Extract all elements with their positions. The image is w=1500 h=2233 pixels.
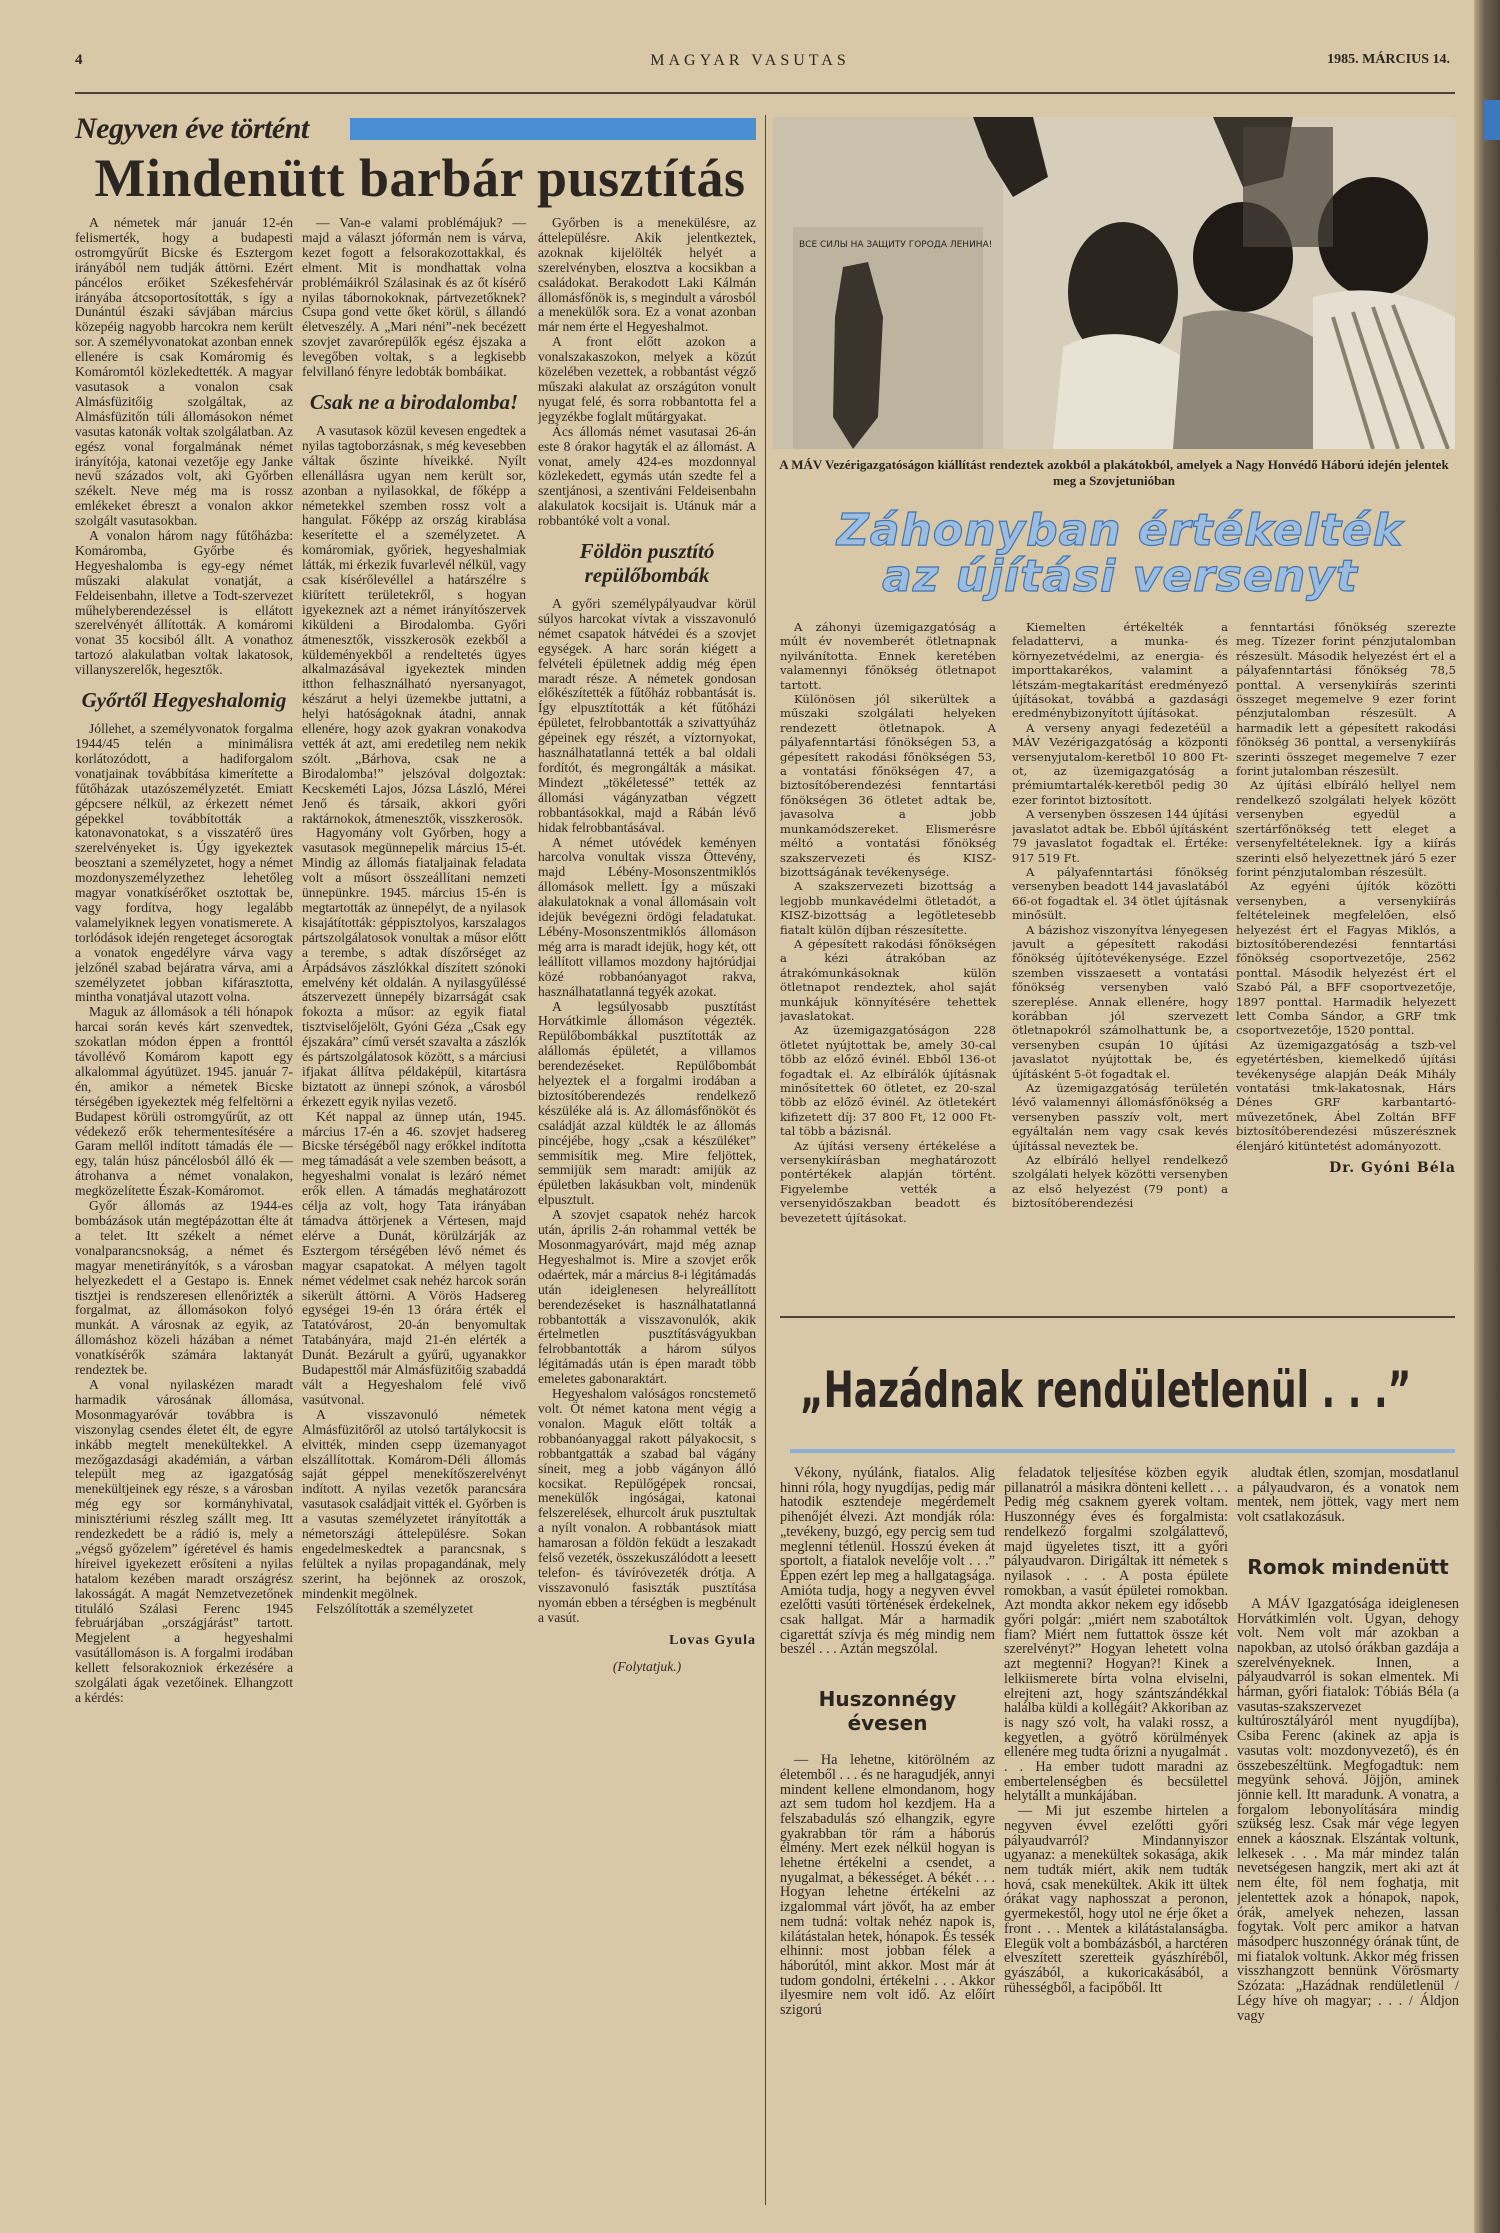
- paragraph: A német utóvédek keményen harcolva vonultak vissza Öttevény, majd Lébény-Mosonszentmiklós állomások mellett. Így a műszaki alakulatoknak a vonal állomásain volt idejük bevégezni ördögi feladatukat. Lébény-Mosonszentmiklós állomáson még arra is maradt idejük, hogy két, ott leállított villamos mozdony hajtórúdjai közé robbanóanyagot rakva, használhatatlanná tegyék azokat.: [538, 834, 756, 999]
- kicker-color-bar: [350, 118, 756, 140]
- subheading: Csak ne a birodalomba!: [309, 389, 519, 414]
- subheading: Győrtől Hegyeshalomig: [81, 688, 287, 713]
- paragraph: A versenyben összesen 144 újítási javaslatot adtak be. Ebből újításként 79 javaslatot fogadtak el. Értéke: 917 519 Ft.: [1012, 807, 1228, 865]
- paragraph: Győrben is a menekülésre, az áttelepülésre. Akik jelentkeztek, azoknak kijelölték helyét a szerelvényben, elosztva a kocsikban a családokat. Berakodott Laki Kálmán állomásfőnök is, s megindult a városból a menekülők sora. Ez a vonat azonban már nem érte el Hegyeshalmot.: [538, 216, 756, 335]
- paragraph: A legsúlyosabb pusztítást Horvátkimle állomáson végezték. Repülőbombákkal pusztították az alállomás épületét, a villamos berendezéseket. Repülőbombát helyeztek el a forgalmi irodában a biztosítóberendezés rendelkező készüléke alá is. Az állomásfőnököt és családját azzal küldték le az állomás pincéjébe, hogy „csak a készüléket” semmisítik meg. Mire feljöttek, semmijük sem maradt: amijük az épületben lakásukban volt, mindenük elpusztult.: [538, 998, 756, 1208]
- article3-column-1: [780, 1466, 995, 2211]
- paragraph: Az üzemigazgatóság a tszb-vel egyetértésben, kiemelkedő újítási tevékenysége alapján Deák Mihály vontatási tmk-lakatosnak, Hárs Dénes GRF karbantartó-művezetőnek, Ábel Zoltán BFF biztosítóberendezési műszerésznek élenjáró kitüntetést adományozott.: [1236, 1037, 1456, 1153]
- paragraph: A visszavonuló németek Almásfüzitőről az utolsó tartálykocsit is elvitték, minden csepp üzemanyagot elszállítottak. Komárom-Déli állomás saját géppel menekítőszerelvényt indított. A nyilas vezetők parancsára vasutasok családjait vitték el. Győrben is a vasutas személyzetet irányították a németországi áttelepülésre. Sokan engedelmeskedtek a parancsnak, s felültek a nyilas propagandának, mely szerint, ha bejönnek az oroszok, mindenkit megölnek.: [302, 1406, 526, 1601]
- article1-column-1: [75, 216, 293, 2206]
- paragraph: A vonal nyilaskézen maradt harmadik városának állomása, Mosonmagyaróvár továbbra is viszonylag csendes életet élt, de egyre inkább megtelt menekültekkel. A mezőgazdasági akadémián, a várban települt meg az igazgatóság menekültjeinek egy része, s a városban még egy sor kormányhivatal, minisztériumi részleg szállt meg. Itt rendezkedett be a rádió is, mely a „végső győzelem” ígéretével és hamis híreivel igyekezett erősíteni a nyilas hatalom kezében maradt országrész lakosságát. A magát Nemzetvezetőnek tituláló Szálasi Ferenc 1945 februárjában „országjárást” tartott. Megjelent a hegyeshalmi vasútállomáson is. A forgalmi irodában kellett felsorakozniok érkezésére a szolgálati ágak vezetőinek. Elhangzott a kérdés:: [75, 1376, 293, 1705]
- paragraph: A vasutasok közül kevesen engedtek a nyilas tagtoborzásnak, s még kevesebben váltak őszinte híveikké. Nyílt ellenállásra ugyan nem került sor, azonban a nyilasokkal, de főképp a németekkel szemben rossz volt a hangulat. Főképp az ország kirablása keserítette el a személyzetet. A komáromiak, győriek, hegyeshalmiak látták, mi érkezik fuvarlevél nélkül, vagy csak kísérőlevéllel a határszélre s kiürített területekről, s hogyan igyekeznek azt a német irányítószervek kiküldeni a Birodalomba. Győri átmenesztők, visszkerosök ezekből a küldeményekből a rendeltetés ügyes alkalmazásával igyekeztek minden itthon felhasználható nyersanyagot, készárut a helyi üzemekbe juttatni, a helyi hatóságoknak átadni, annak ellenére, hogy azok gyakran vonakodva vették át azt, ami eredetileg nem nekik szólt. „Bárhova, csak ne a Birodalomba!” jelszóval dolgoztak: Kecskeméti Lajos, Józsa László, Mérei Jenő és társaik, akkori győri raktárnokok, átmenesztők, visszkerosök.: [302, 422, 526, 826]
- paragraph: Ács állomás német vasutasai 26-án este 8 órakor hagyták el az állomást. A vonat, amely 424-es mozdonnyal közlekedett, egymás után szedte fel a szentjánosi, a szentiváni Feldeisenbahn alakulatok kocsijait is. Utánuk már a robbantóké volt a vonal.: [538, 423, 756, 529]
- article-headline: Mindenütt barbár pusztítás: [94, 148, 746, 208]
- paragraph: Jóllehet, a személyvonatok forgalma 1944/45 telén a minimálisra korlátozódott, a hadiforgalom vonatjainak továbbítása kimerítette a fűtőházak utazószemélyzetét. Emiatt gépcsere nélkül, az érkezett német gépekkel továbbították a katonavonatokat, s a visszatérő üres szerelvényeket is. Úgy igyekeztek beosztani a személyzetet, hogy a német mozdonyszemélyzethez lehetőleg magyar vonatkísérőket osztottak be, vagy fordítva, hogy legalább valamelyiknek legyen vonatismerete. A torlódások idején rengeteget ácsorogtak a vonatok engedélyre várva vagy jelzőnél szabad bejáratra várva, ami a személyzetet jobban kifárasztotta, mintha vonatjával utazott volna.: [75, 721, 293, 1005]
- author-byline: Lovas Gyula: [669, 1632, 756, 1648]
- article2-headline: [780, 505, 1460, 602]
- page-number: 4: [75, 52, 83, 68]
- issue-date: 1985. MÁRCIUS 14.: [1327, 52, 1450, 67]
- header-rule: [75, 92, 1455, 94]
- photo-caption: A MÁV Vezérigazgatóságon kiállítást rendeztek azokból a plakátokból, amelyek a Nagy Honvédő Háború idején jelentek meg a Szovjetunióban: [779, 457, 1449, 488]
- article3-column-2: [1004, 1466, 1228, 2211]
- article1-column-2: [302, 216, 526, 2206]
- paragraph: Az üzemigazgatóságon 228 ötletet nyújtottak be, amely 30-cal több az előző évinél. Ebből 136-ot fogadtak el. Az elbírálók újításnak minősítettek 60 ötletet, ez 20-szal több az előző évinél. Az ötletekért kifizetett díj: 37 800 Ft, 12 000 Ft-tal több a bázisnál.: [780, 1023, 996, 1139]
- headline-underline: [790, 1449, 1455, 1453]
- paragraph: A verseny anyagi fedezetéül a MÁV Vezérigazgatóság a központi versenyjutalom-keretből 10 800 Ft-ot, az üzemigazgatóság a prémiumtartalék-keretből pedig 30 ezer forintot biztosított.: [1012, 720, 1228, 807]
- paragraph: Győr állomás az 1944-es bombázások után megtépázottan élte át a telet. Itt székelt a német vonalparancsnokság, a német és magyar menetirányítók, s a városban helyezkedett el a Gestapo is. Ennek tisztjei is rendszeresen ellenőrizték a forgalmat, az állomásokon folyó munkát. A városnak az egyik, az állomáshoz közeli házában a német vonatkísérők számára laktanyát rendeztek be.: [75, 1198, 293, 1378]
- poster-slogan: ВСЕ СИЛЫ НА ЗАЩИТУ ГОРОДА ЛЕНИНА!: [799, 240, 993, 250]
- paragraph: A bázishoz viszonyítva lényegesen javult a gépesített rakodási főnökség újítótevékenysége. Ezzel szemben visszaesett a vontatási főnökség versenyben való szereplése. Annak ellenére, hogy korábban jól szervezett ötletnapokról számolhattunk be, a versenyben csupán 10 újítási javaslatot nyújtottak be, és újításként 5-öt fogadtak el.: [1012, 922, 1228, 1081]
- paragraph: Maguk az állomások a téli hónapok harcai során kevés kárt szenvedtek, szokatlan módon éppen a fronttól távollévő Komárom kapott egy alkalommal ágyútüzet. 1945. január 7-én, amikor a németek Bicske térségében igyekeztek még felfeltörni a Budapest körüli ostromgyűrűt, az ott védekező erők tehermentesítésére a Garam mellől indított támadás éle — egy, talán húsz páncélosból álló ék — átrohanva a német vonalakon, megközelítette Észak-Komáromot.: [75, 1004, 293, 1199]
- section-rule: [780, 1316, 1455, 1318]
- paragraph: Vékony, nyúlánk, fiatalos. Alig hinni róla, hogy nyugdíjas, pedig már hatodik esztendeje megérdemelt pihenőjét élvezi. Azt mondják róla: „tevékeny, buzgó, egy percig sem tud meglenni tétlenül. Hosszú éveken át sportolt, a fiatalok nevelője volt . . .” Éppen ezért lep meg a hallgatagsága. Amióta tudja, hogy a negyven évvel ezelőtti vasúti történések érdekelnek, csak hallgat. Már a harmadik cigarettát szívja és még mindig nem beszél . . . Aztán megszólal.: [780, 1466, 995, 1658]
- paragraph: Az újítási verseny értékelése a versenykiírásban meghatározott pontértékek alapján történt. Figyelembe vették a versenyidőszakban beadott és bevezetett újításokat.: [780, 1138, 996, 1225]
- paragraph: A németek már január 12-én felismerték, hogy a budapesti ostromgyűrűt Bicske és Esztergom irányából nem tudják áttörni. Ezért páncélos erőiket Székesfehérvár irányába átcsoportosították, s így a Dunántúl északi sávjában március közepéig nagyobb harcokra nem került sor. A személyvonatokat azonban ennek ellenére is csak Komáromig és Komáromtól közlekedtették. A magyar vasutasok a vonalon csak Almásfüzitőig szolgáltak, az Almásfüzitőn túli állomásokon német vasutas katonák voltak szolgálatban. Az egész vonal forgalmának német irányítója, katonai vezetője egy Janke nevű százados volt, aki Győrben székelt. Neve még ma is rossz emlékeket ébreszt a vonalon akkor szolgált vasutasokban.: [75, 216, 293, 529]
- paragraph: A győri személypályaudvar körül súlyos harcokat vívtak a visszavonuló német csapatok hátvédei és a szovjet egységek. A harc során kiégett a felvételi épületnek addig még épen maradt része. A németek gondosan előkészítették a fűtőház robbantását is. Így elpusztították a két fűtőházi épületet, felrobbantották a szivattyúház gépeinek egy részét, a víztornyokat, használhatatlanná tették a bal oldali fordítót, és megrongálták a másikat. Mindezt „tökéletessé” tették az állomási vágányzatban végzett robbantásokkal, majd a Rábán lévő hidak felrobbantásával.: [538, 596, 756, 835]
- paragraph: A szovjet csapatok nehéz harcok után, április 2-án rohammal vették be Mosonmagyaróvárt, majd még aznap Hegyeshalmot is. Mire a szovjet erők odaértek, már a március 8-i légitámadás után ideiglenesen helyreállított berendezéseket is használhatatlanná robbantották a visszavonulók, akik értelmetlen pusztításvágyukban felrobbantották a három súlyos légitámadás után is épen maradt több emeletes gabonaraktárt.: [538, 1207, 756, 1387]
- article3-headline: „Hazádnak rendületlenül . . .”: [800, 1361, 1412, 1419]
- paragraph: A front előtt azokon a vonalszakaszokon, melyek a közút közelében vezettek, a robbantást végző műszaki alakulat az országúton vonult nyugat felé, és sorra robbantotta fel a jegyzékbe foglalt műtárgyakat.: [538, 334, 756, 424]
- paragraph: Hegyeshalom valóságos roncstemető volt. Öt német katona ment végig a vonalon. Maguk előtt tolták a robbanóanyaggal rakott pályakocsit, s robbantgatták a szabad bal vágány síneit, meg a jobb vágányon álló kocsikat. Repülőgépek roncsai, menekülők ingóságai, katonai felszerelések, elhurcolt áruk pusztultak a nyílt vonalon. A robbantások miatt hamarosan a földön feküdt a leszakadt felső vezeték, összekuszálódott a leesett telefon- és távíróvezeték drótja. A visszavonuló fasiszták pusztítása nyomán ebben a térségben is megbénult a vasút.: [538, 1386, 756, 1625]
- paragraph: Kiemelten értékelték a feladattervi, a munka- és környezetvédelmi, az energia- és importtakarékos, valamint a létszám-megtakarítást eredményező újításokat, továbbá a gazdasági eredménybizonyított újításokat.: [1012, 620, 1228, 721]
- photo-image: [773, 117, 1455, 449]
- paragraph: Hagyomány volt Győrben, hogy a vasutasok megünnepelik március 15-ét. Mindig az állomás fiataljainak feladata volt a műsort összeállítani nemzeti ünnepünkre. 1945. március 15-én is megtartották az ünnepélyt, de a nyilasok kisajátították: géppisztolyos, karszalagos pártszolgálatosok vonultak a műsor előtt a terembe, s adtak díszőrséget az Árpádsávos zászlókkal díszített szónoki emelvény két oldalán. A nyilasgyűléssé átszervezett ünnepély bizarrságát csak fokozta a műsor: az egyik fiatal tisztviselőjelölt, Gyóni Géza „Csak egy éjszakára” című versét szavalta a zászlók és pártszolgálatosok között, s a márciusi ifjakat állítva példaképül, kitartásra biztatott az ünnepi szónok, a városból érkezett egyik nyilas vezető.: [302, 825, 526, 1109]
- paragraph: A gépesített rakodási főnökségen a kézi átrakóban az átrakómunkásoknak külön ötletnapot rendeztek, ahol saját munkájuk könnyítésére tehettek javaslatokat.: [780, 936, 996, 1023]
- headline-line-2: az újítási versenyt: [882, 551, 1358, 602]
- continued-note: (Folytatjuk.): [612, 1659, 682, 1675]
- article2-column-3: [1236, 620, 1456, 1310]
- article-kicker: Negyven éve történt: [75, 112, 309, 145]
- paragraph: aludtak étlen, szomjan, mosdatlanul a pályaudvaron, és a vonatok nem mentek, nem jöttek, vagy mert nem volt csatlakozásuk.: [1237, 1466, 1459, 1526]
- article2-column-1: [780, 620, 996, 1310]
- paragraph: Különösen jól sikerültek a műszaki szolgálati helyeken rendezett ötletnapok. A pályafenntartási főnökségen 53, a gépesített rakodási főnökségen 53, a vontatási főnökségen 47, a biztosítóberendezési fenntartási főnökségen 36 ötletet adtak be, javasolva a jobb munkamódszereket. Elismerésre méltó a vontatási főnökség szakszervezeti és KISZ-bizottságának tevékenysége.: [780, 692, 996, 879]
- paragraph: A záhonyi üzemigazgatóság a múlt év novemberét ötletnapnak nyilvánította. Ennek keretében valamennyi főnökség ötletnapot tartott.: [780, 620, 996, 692]
- subheading: Huszonnégy évesen: [818, 1687, 957, 1736]
- paragraph: Két nappal az ünnep után, 1945. március 17-én a 46. szovjet hadsereg Bicske térségéből nagy erőkkel indította meg támadását a vele szemben beásott, a hegyeshalmi vonalat is lezáró német erők ellen. A támadás meghatározott célja az volt, hogy Tata irányában támadva áttörjenek a Vértesen, majd elérve a Dunát, körülzárják az Esztergom térségében lévő német és magyar csapatokat. A mélyen tagolt német védelmet csak nehéz harcok során sikerült áttörni. A Vörös Hadsereg egységei 19-én 13 órára érték el Tatatóvárost, 20-án benyomultak Tatabányára, majd 21-én elérték a Dunát. Bezárult a gyűrű, ugyanakkor Budapesttől már Almásfüzitőig szabaddá vált a Hegyeshalom felé vivő vasútvonal.: [302, 1108, 526, 1407]
- subheading: Földön pusztító repülőbombák: [579, 539, 715, 588]
- paragraph: A MÁV Igazgatósága ideiglenesen Horvátkimlén volt. Ugyan, dehogy volt. Nem volt már azokban a napokban, az utolsó órákban gazdája a szerelvényeknek. Innen, a pályaudvarról is sokan elmentek. Mi hárman, győri fiatalok: Tóbiás Béla (a vasutas-szakszervezet kultúrosztályáról ment nyugdíjba), Csiba Ferenc (akinek az apja is vasutas volt: mozdonyvezető), és én összebeszéltünk. Megfogadtuk: nem megyünk sehová. Jöjjön, aminek jönnie kell. Itt maradunk. A vonatra, a forgalom lebonyolítására mindig szükség lesz. Csak már vége legyen ennek a káosznak. Elszántak voltunk, lelkesek . . . Ma már mindez talán nevetségesen hangzik, mert aki azt át nem élte, föl nem foghatja, mit jelentettek azok a hónapok, napok, órák, amelyek nehezen, lassan fogytak. Volt perc amikor a hatvan másodperc huszonnégy órának tűnt, de mi fiatalok voltunk. Akkor még frissen visszhangzott bennünk Vörösmarty Szózata: „Hazádnak rendületlenül / Légy híve oh magyar; . . . / Áldjon vagy: [1237, 1595, 1459, 2024]
- subheading: Romok mindenütt: [1247, 1554, 1449, 1579]
- paragraph: Az elbíráló hellyel rendelkező szolgálati helyek közötti versenyben az első helyezést (79 pont) a biztosítóberendezési: [1012, 1153, 1228, 1211]
- newspaper-name: MAGYAR VASUTAS: [650, 52, 850, 69]
- paragraph: A pályafenntartási főnökség versenyben beadott 144 javaslatából 66-ot fogadtak el. 34 ötlet újításnak minősült.: [1012, 864, 1228, 923]
- paragraph: feladatok teljesítése közben egyik pillanatról a másikra dönteni kellett . . . Pedig még csaknem gyerek voltam. Huszonnégy éves és forgalmista: rendelkező forgalmi szolgálattevő, majd ügyeletes tiszt, itt a győri pályaudvaron. Dirigáltak itt németek s nyilasok . . . A posta épülete romokban, a vasút épületei romokban. Azt mondta akkor nekem egy idősebb győri polgár: „miért nem szabotáltok fiam? Miért nem futtattok össze két szerelvényt?” Hogyan lehetett volna azt megtenni? Hogyan?! Kinek a lelkiismerete bírta volna elviselni, elrejteni azt, hogy szántszándékkal halálba küldi a kollégáit? Akkoriban az is nagy szó volt, ha valaki rossz, a kegyetlen, a gyötrő körülmények ellenére meg tudta őrizni a nyugalmát . . . Ha ember tudott maradni az embertelenségben és becsülettel helytállt a munkájában.: [1004, 1466, 1228, 1805]
- paragraph: A vonalon három nagy fűtőházba: Komáromba, Győrbe és Hegyeshalomba is egy-egy német műszaki alakulat vonatját, a Feldeisenbahn, illetve a Todt-szervezet műhelyberendezéssel is ellátott szerelvényét állították. A komáromi vonat 35 kocsiból állt. A vonathoz tartozó alakulatban voltak lakatosok, villanyszerelők, hegesztők.: [75, 528, 293, 678]
- paragraph: fenntartási főnökség szerezte meg. Tízezer forint pénzjutalomban részesült. Második helyezést ért el a pályafenntartási főnökség 78,5 ponttal. A versenykiírás szerinti összeget megemelve 9 ezer forint pénzjutalomban részesült. A harmadik lett a gépesített rakodási főnökség 36 ponttal, a versenykiírás szerinti összeget megemelve 7 ezer forint jutalomban részesült.: [1236, 620, 1456, 779]
- page-binding-edge: [1474, 0, 1500, 2233]
- binding-tab: [1484, 100, 1500, 140]
- article2-column-2: [1012, 620, 1228, 1310]
- column-divider: [765, 115, 766, 2205]
- article1-column-3: [538, 216, 756, 2206]
- exhibition-photo: [773, 117, 1455, 449]
- paragraph: — Ha lehetne, kitörölném az életemből . . . és ne haragudjék, annyi mindent kellene elmondanom, hogy azt sem tudom hol kezdjem. Ha a felszabadulás szó elhangzik, egyre gyakrabban tör rám a háborús élmény. Mert ezek nélkül hogyan is lehetne értékelni a csendet, a nyugalmat, a békességet. A békét . . . Hogyan lehetne értékelni az izgalommal várt jövőt, ha az ember nem tudná: voltak nehéz napok is, kilátástalan hetek, hónapok. És tessék elhinni: most jobban félek a háborútól, mint akkor. Most már át tudom gondolni, értékelni . . . Akkor ilyesmire nem volt idő. Az előírt szigorú: [780, 1752, 995, 2019]
- paragraph: Az üzemigazgatóság területén lévő valamennyi állomásfőnökség a versenyben passzív volt, mert egyáltalán nem vagy csak kevés újítással neveztek be.: [1012, 1081, 1228, 1153]
- paragraph: A szakszervezeti bizottság a legjobb munkavédelmi ötletadót, a KISZ-bizottság a legötletesebb fiatalt külön díjban részesítette.: [780, 879, 996, 937]
- paragraph: Az újítási elbíráló hellyel nem rendelkező szolgálati helyek között versenyben egyedül a szertárfőnökség tett eleget a versenyfeltételeknek. Így a kiírás szerinti első helyezettnek járó 5 ezer forint pénzjutalomban részesült.: [1236, 778, 1456, 879]
- headline-line-1: Záhonyban értékelték: [836, 505, 1404, 556]
- author-byline: Dr. Gyóni Béla: [1329, 1160, 1456, 1177]
- paragraph: — Mi jut eszembe hirtelen a negyven évvel ezelőtti győri pályaudvarról? Mindannyiszor ugyanaz: a menekültek sokasága, akik nem tudták miért, akik nem tudták hová, csak menekültek. Akik itt ültek órákat vagy naphosszat a peronon, gyermekestől, hogy utol ne érje őket a front . . . Mentek a kilátástalanságba. Elegük volt a bombázásból, a harctéren elveszített szeretteik gyászhíréből, gyászából, a kukoricakásából, a rühességből, a facipőből. Itt: [1004, 1803, 1228, 1996]
- article3-column-3: [1237, 1466, 1459, 2211]
- paragraph: Az egyéni újítók közötti versenyben, a versenykiírás feltételeinek megfelelően, első helyezést ért el Fagyas Miklós, a biztosítóberendezési fenntartási főnökség csoportvezetője, 2562 ponttal. Második helyezést ért el Szabó Pál, a BFF csoportvezetője, 1897 ponttal. Harmadik helyezett lett Comba Sándor, a GRF tmk csoportvezetője, 1520 ponttal.: [1236, 879, 1456, 1038]
- paragraph: — Van-e valami problémájuk? — majd a választ jóformán nem is várva, kezet fogott a felsorakozottakkal, és elment. Mit is mondhattak volna problémáikról Szálasinak és az őt kísérő nyilas tábornokoknak, pártvezetőknek? Csupa gond vette őket körül, s állandó életveszély. A „Mari néni”-nek becézett szovjet zavarórepülők egész éjszaka a levegőben voltak, s a legkisebb felvillanó fényre ledobták bombáikat.: [302, 216, 526, 380]
- paragraph: Felszólították a személyzetet: [316, 1600, 474, 1616]
